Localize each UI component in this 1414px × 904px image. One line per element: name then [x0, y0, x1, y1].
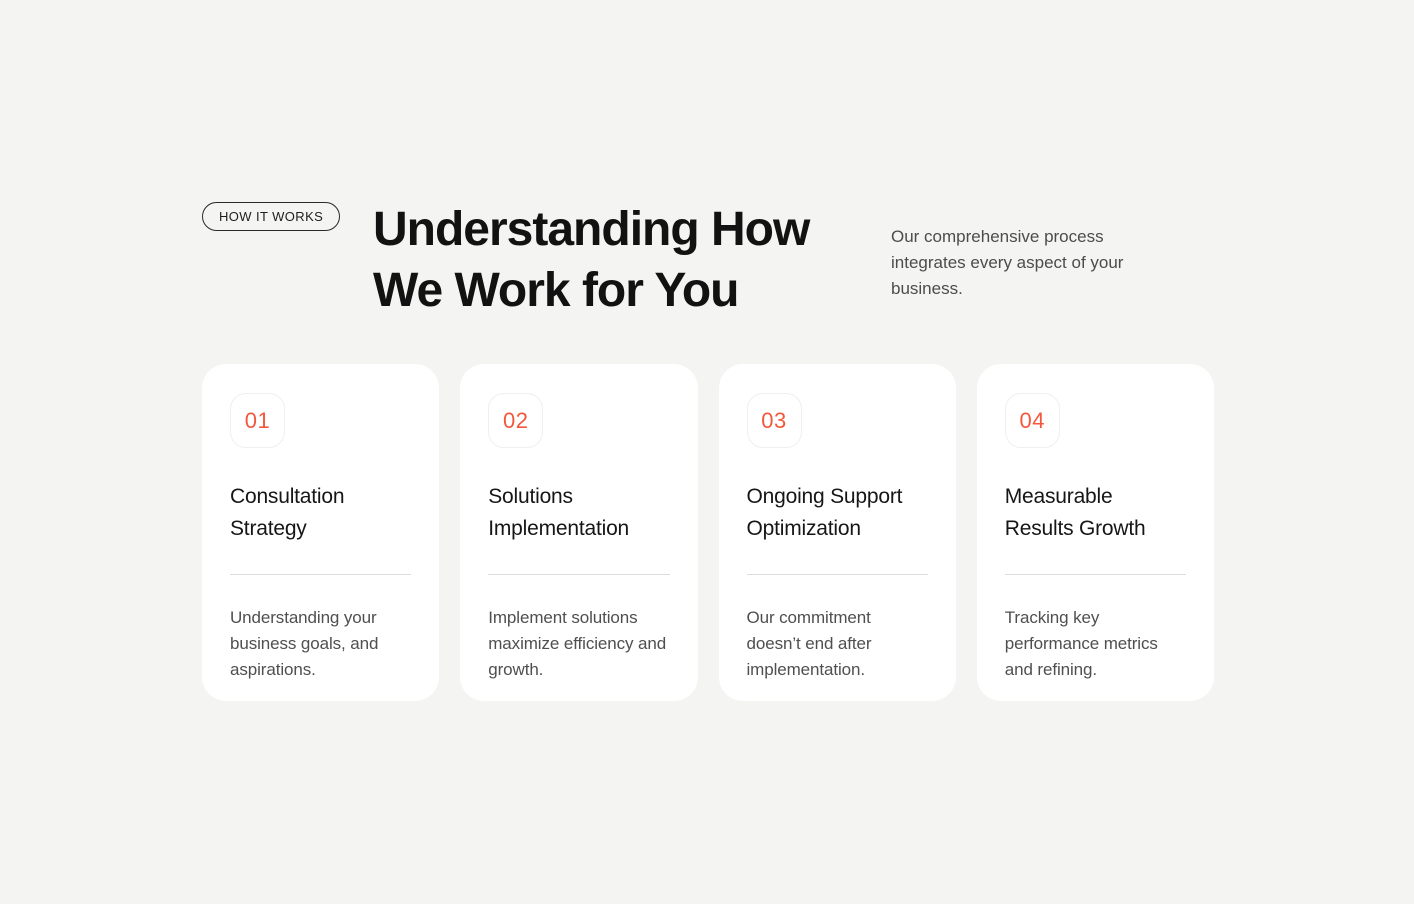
step-number: 02	[503, 407, 529, 433]
section-subtitle: Our comprehensive process integrates every aspect of your business.	[891, 227, 1124, 298]
section-title-line2: We Work for You	[373, 264, 739, 317]
card-description: Tracking key performance metrics and refining.	[1004, 608, 1158, 679]
card-description: Understanding your business goals, and aspirations.	[230, 608, 379, 679]
card-title	[747, 481, 928, 545]
section-title-line1: Understanding How	[373, 203, 810, 256]
section-badge-label: HOW IT WORKS	[219, 209, 324, 224]
card-title	[230, 481, 411, 545]
card-title-line2: Strategy	[230, 517, 307, 540]
card-title-line1: Solutions	[488, 485, 573, 508]
step-number-badge	[747, 393, 802, 448]
step-number-badge	[230, 393, 285, 448]
card-divider	[230, 574, 411, 575]
process-card-measurable-results-growth	[977, 364, 1214, 701]
card-title	[488, 481, 669, 545]
card-title	[1005, 481, 1186, 545]
card-title-line2: Optimization	[746, 517, 861, 540]
card-description: Our commitment doesn’t end after implementation.	[746, 608, 872, 679]
step-number-badge	[488, 393, 543, 448]
card-divider	[747, 574, 928, 575]
process-card-ongoing-support-optimization	[719, 364, 956, 701]
card-title-line1: Measurable	[1004, 485, 1113, 508]
process-card-solutions-implementation	[460, 364, 697, 701]
section-badge	[202, 202, 340, 231]
card-description: Implement solutions maximize efficiency and growth.	[488, 608, 667, 679]
step-number: 03	[761, 407, 787, 433]
step-number: 04	[1019, 407, 1045, 433]
step-number: 01	[244, 407, 271, 433]
card-title-line2: Results Growth	[1004, 517, 1146, 540]
card-title-line2: Implementation	[488, 517, 630, 540]
card-divider	[1005, 574, 1186, 575]
step-number-badge	[1005, 393, 1060, 448]
section-title	[373, 199, 809, 321]
process-cards-row	[202, 364, 1214, 701]
card-title-line1: Ongoing Support	[746, 485, 903, 508]
card-title-line1: Consultation	[230, 485, 345, 508]
process-card-consultation-strategy	[202, 364, 439, 701]
card-divider	[488, 574, 669, 575]
